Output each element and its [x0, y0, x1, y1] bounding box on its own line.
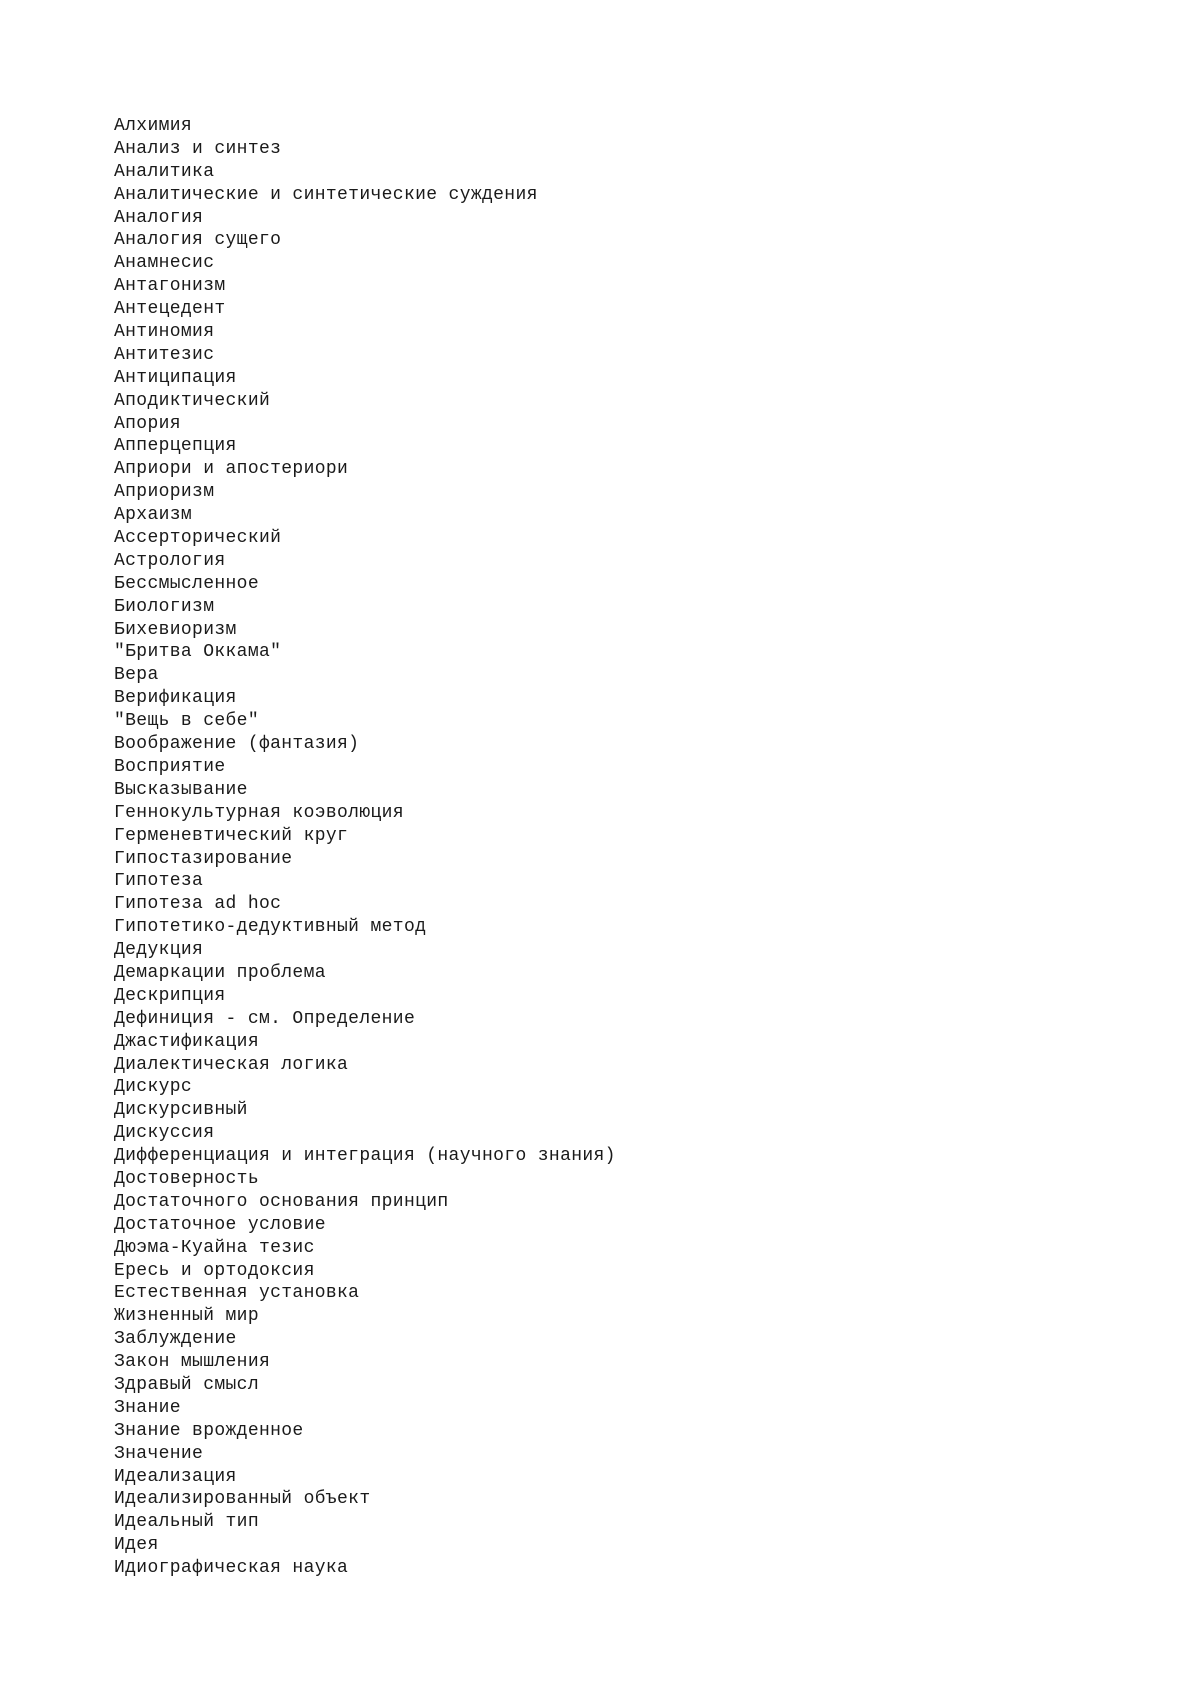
- list-item: Антагонизм: [114, 276, 226, 297]
- list-item: Значение: [114, 1443, 204, 1464]
- term-list: [114, 115, 616, 1580]
- list-item: Здравый смысл: [114, 1374, 259, 1395]
- list-item: Биологизм: [114, 596, 215, 617]
- list-item: Гипотетико-дедуктивный метод: [114, 917, 427, 938]
- list-item: Дюэма-Куайна тезис: [114, 1237, 315, 1258]
- list-item: Дифференциация и интеграция (научного знания): [114, 1146, 616, 1167]
- list-item: Бихевиоризм: [114, 619, 237, 640]
- list-item: Знание врожденное: [114, 1420, 304, 1441]
- list-item: Дедукция: [114, 940, 204, 961]
- list-item: Архаизм: [114, 505, 193, 526]
- list-item: Астрология: [114, 550, 226, 571]
- list-item: Аналитические и синтетические суждения: [114, 184, 538, 205]
- list-item: Ассерторический: [114, 528, 282, 549]
- list-item: Дескрипция: [114, 985, 226, 1006]
- list-item: Апория: [114, 413, 181, 434]
- list-item: Достаточного основания принцип: [114, 1191, 449, 1212]
- list-item: Гипотеза ad hoc: [114, 894, 282, 915]
- list-item: Джастификация: [114, 1031, 259, 1052]
- list-item: Апперцепция: [114, 436, 237, 457]
- list-item: Антиципация: [114, 367, 237, 388]
- list-item: Дефиниция - см. Определение: [114, 1008, 416, 1029]
- list-item: Герменевтический круг: [114, 825, 349, 846]
- list-item: Идеализированный объект: [114, 1489, 371, 1510]
- list-item: Дискурсивный: [114, 1100, 248, 1121]
- list-item: Воображение (фантазия): [114, 734, 360, 755]
- list-item: Гипостазирование: [114, 848, 293, 869]
- list-item: Идеальный тип: [114, 1512, 259, 1533]
- list-item: Знание: [114, 1397, 181, 1418]
- list-item: Аналогия сущего: [114, 230, 282, 251]
- list-item: Диалектическая логика: [114, 1054, 349, 1075]
- list-item: Антецедент: [114, 299, 226, 320]
- list-item: Бессмысленное: [114, 573, 259, 594]
- list-item: Алхимия: [114, 116, 193, 136]
- list-item: Демаркации проблема: [114, 962, 326, 983]
- list-item: "Бритва Оккама": [114, 642, 282, 663]
- list-item: Заблуждение: [114, 1329, 237, 1350]
- list-item: Аналитика: [114, 161, 215, 182]
- list-item: Достаточное условие: [114, 1214, 326, 1235]
- list-item: Априоризм: [114, 482, 215, 503]
- list-item: Ересь и ортодоксия: [114, 1260, 315, 1281]
- list-item: Гипотеза: [114, 871, 204, 892]
- list-item: Вера: [114, 665, 159, 686]
- list-item: Антиномия: [114, 322, 215, 343]
- list-item: Идеализация: [114, 1466, 237, 1487]
- list-item: Дискурс: [114, 1077, 193, 1098]
- list-item: Жизненный мир: [114, 1306, 259, 1327]
- list-item: Аподиктический: [114, 390, 271, 411]
- list-item: Геннокультурная коэволюция: [114, 802, 404, 823]
- list-item: Аналогия: [114, 207, 204, 228]
- list-item: Идея: [114, 1535, 159, 1556]
- list-item: Дискуссия: [114, 1123, 215, 1144]
- list-item: Анамнесис: [114, 253, 215, 274]
- list-item: Достоверность: [114, 1168, 259, 1189]
- list-item: Восприятие: [114, 756, 226, 777]
- list-item: Верификация: [114, 688, 237, 709]
- list-item: Априори и апостериори: [114, 459, 349, 480]
- list-item: "Вещь в себе": [114, 711, 259, 732]
- list-item: Антитезис: [114, 344, 215, 365]
- list-item: Высказывание: [114, 779, 248, 800]
- list-item: Идиографическая наука: [114, 1558, 349, 1579]
- list-item: Естественная установка: [114, 1283, 360, 1304]
- list-item: Анализ и синтез: [114, 138, 282, 159]
- list-item: Закон мышления: [114, 1352, 271, 1373]
